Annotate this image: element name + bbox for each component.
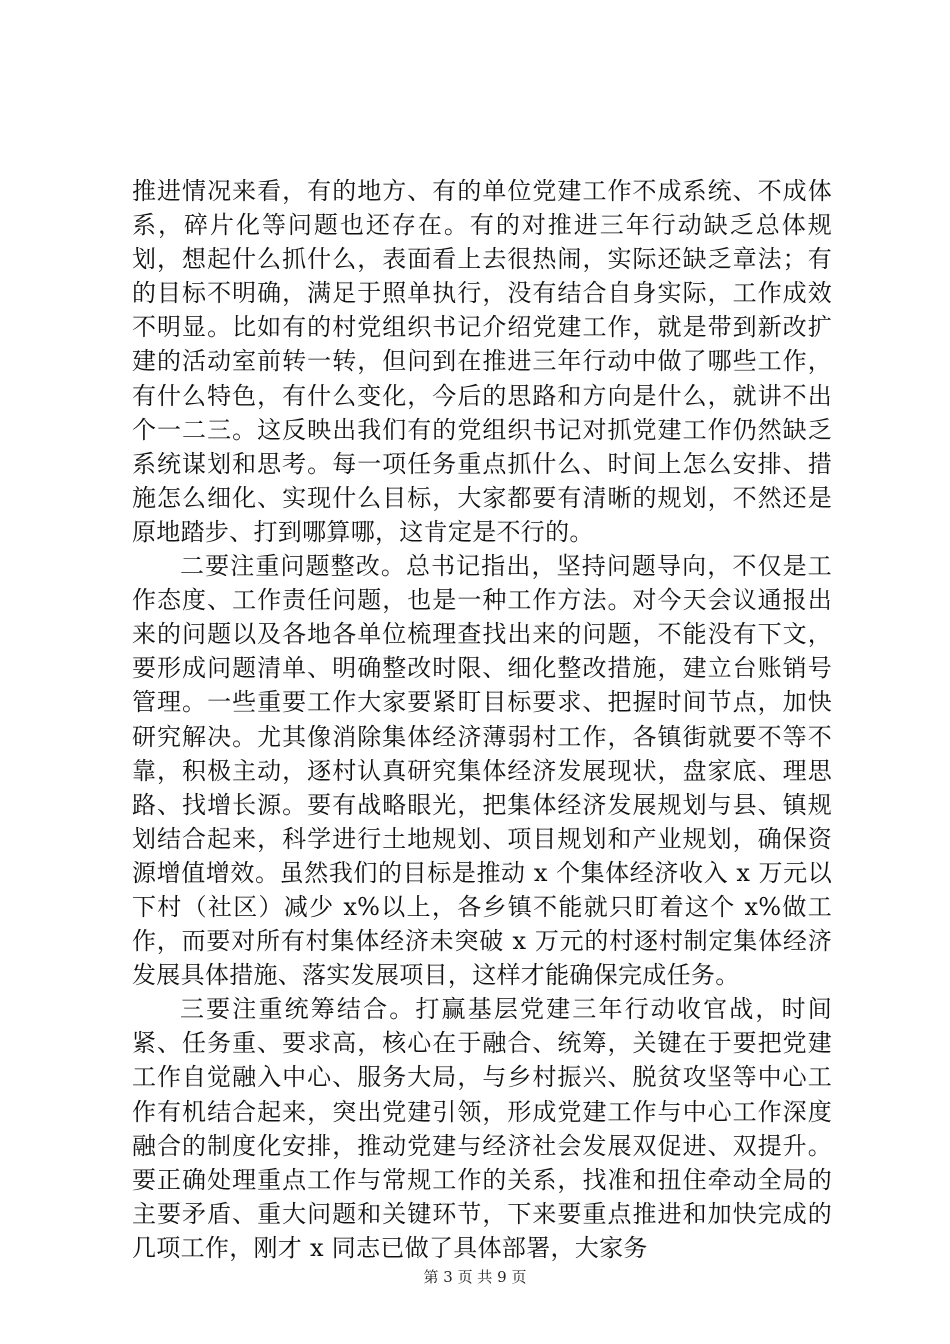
body-text: [132, 174, 832, 1265]
paragraph-2: 二要注重问题整改。总书记指出，坚持问题导向，不仅是工作态度、工作责任问题，也是一种工作方法。对今天会议通报出来的问题以及各地各单位梳理查找出来的问题，不能没有下文，要形成问题清单、明确整改时限、细化整改措施，建立台账销号管理。一些重要工作大家要紧盯目标要求、把握时间节点，加快研究解决。尤其像消除集体经济薄弱村工作，各镇街就要不等不靠，积极主动，逐村认真研究集体经济发展现状，盘家底、理思路、找增长源。要有战略眼光，把集体经济发展规划与县、镇规划结合起来，科学进行土地规划、项目规划和产业规划，确保资源增值增效。虽然我们的目标是推动 x 个集体经济收入 x 万元以下村（社区）减少 x%以上，各乡镇不能就只盯着这个 x%做工作，而要对所有村集体经济未突破 x 万元的村逐村制定集体经济发展具体措施、落实发展项目，这样才能确保完成任务。: [132, 552, 832, 990]
page-footer: 第 3 页 共 9 页: [423, 1268, 527, 1286]
paragraph-1: 推进情况来看，有的地方、有的单位党建工作不成系统、不成体系，碎片化等问题也还存在。有的对推进三年行动缺乏总体规划，想起什么抓什么，表面看上去很热闹，实际还缺乏章法；有的目标不明确，满足于照单执行，没有结合自身实际，工作成效不明显。比如有的村党组织书记介绍党建工作，就是带到新改扩建的活动室前转一转，但问到在推进三年行动中做了哪些工作，有什么特色，有什么变化，今后的思路和方向是什么，就讲不出个一二三。这反映出我们有的党组织书记对抓党建工作仍然缺乏系统谋划和思考。每一项任务重点抓什么、时间上怎么安排、措施怎么细化、实现什么目标，大家都要有清晰的规划，不然还是原地踏步、打到哪算哪，这肯定是不行的。: [132, 177, 832, 546]
paragraph-3: 三要注重统筹结合。打赢基层党建三年行动收官战，时间紧、任务重、要求高，核心在于融合、统筹，关键在于要把党建工作自觉融入中心、服务大局，与乡村振兴、脱贫攻坚等中心工作有机结合起来，突出党建引领，形成党建工作与中心工作深度融合的制度化安排，推动党建与经济社会发展双促进、双提升。要正确处理重点工作与常规工作的关系，找准和扭住牵动全局的主要矛盾、重大问题和关键环节，下来要重点推进和加快完成的几项工作，刚才 x 同志已做了具体部署，大家务: [132, 995, 832, 1262]
